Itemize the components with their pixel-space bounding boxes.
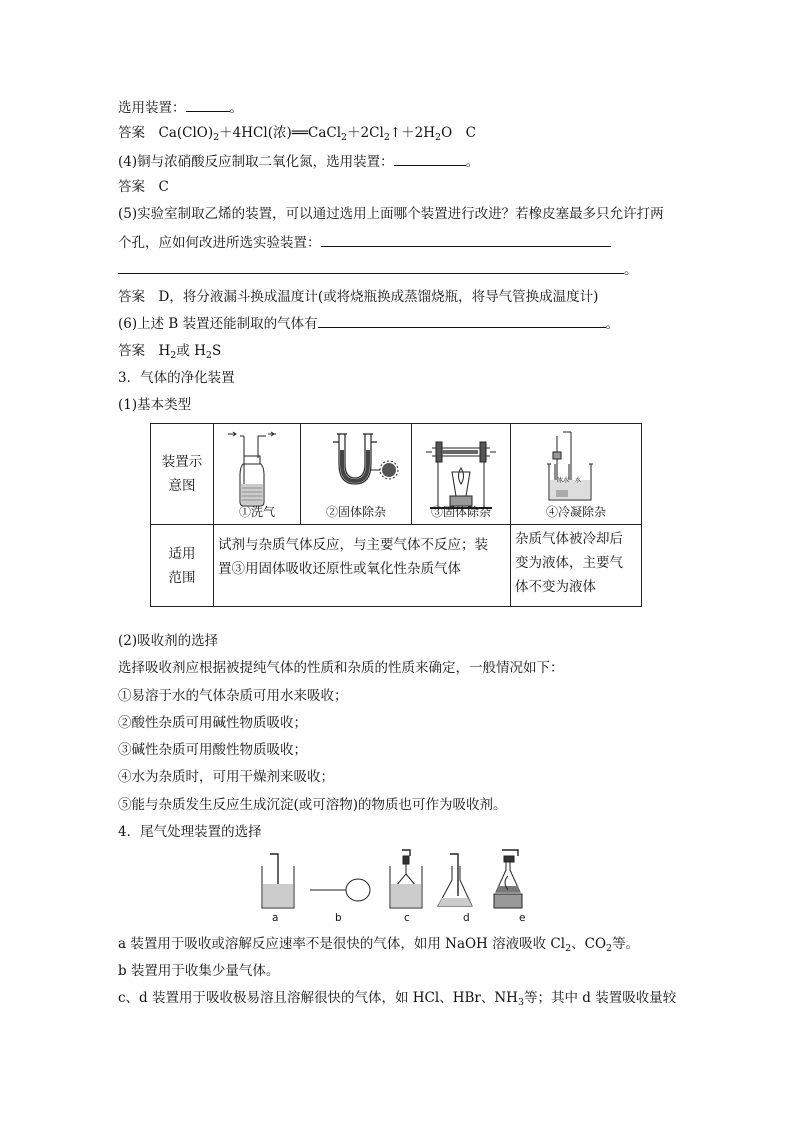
tail-fig-e [494,850,522,908]
subscript: 2 [205,350,212,361]
subscript: 2 [341,132,348,143]
text: 个孔，应如何改进所选实验装置： [118,235,321,251]
figure-caption: ③固体除杂 [430,505,491,519]
text: ＋2Cl [347,125,384,141]
answer-line [118,123,476,148]
text: 选用装置： [118,100,186,116]
text: 答案 Ca(ClO) [118,125,214,141]
section-heading: 4．尾气处理装置的选择 [118,824,262,840]
cell-label: 装置示 [161,454,203,470]
range-text-line: 置③用固体吸收还原性或氧化性杂质气体 [218,561,461,577]
answer-line: 答案 C [118,179,169,195]
text: 。 [465,154,480,170]
figure-cell [412,424,511,525]
figure-caption: ②固体除杂 [325,505,386,519]
inner-label: 水 [575,477,582,484]
tail-fig-c [390,850,422,908]
answer-blank-line [118,259,638,280]
figure-label-d: d [463,912,470,924]
heated-tube-figure [412,424,510,524]
inner-label: 冰水 [557,477,570,484]
wash-bottle-figure [214,424,300,524]
question-line [118,313,619,334]
answer-line [118,341,221,366]
figure-cell [301,424,412,525]
subscript: 2 [170,350,177,361]
range-cell [511,525,642,607]
answer-blank [318,313,606,328]
cell-label: 适用 [168,545,196,562]
range-cell [214,525,511,607]
text: 等；其中 d 装置吸收量较 [523,990,677,1006]
text: 。 [229,100,243,116]
figure-caption: ④冷凝除杂 [545,505,606,519]
text: 或 H [176,343,206,359]
subscript: 2 [213,132,220,143]
range-text [511,525,641,599]
purification-table [150,423,642,607]
tail-gas-figures [254,846,554,912]
cell-label: 意图 [168,478,196,494]
section-heading: 3．气体的净化装置 [118,370,235,386]
text-line [118,988,676,1013]
figure-label-c: c [404,912,410,924]
text: O C [441,125,476,141]
list-item: ①易溶于水的气体杂质可用水来吸收； [118,688,348,704]
range-text-line: 试剂与杂质气体反应，与主要气体不反应；装 [218,537,488,553]
figure-caption: ①洗气 [238,505,275,519]
text: c、d 装置用于吸收极易溶且溶解很快的气体，如 HCl、HBr、NH [118,990,518,1006]
table-header-cell [151,424,214,525]
question-line [118,232,611,253]
list-item: ⑤能与杂质发生反应生成沉淀(或可溶物)的物质也可作为吸收剂。 [118,797,507,813]
subscript: 2 [606,943,613,954]
figure-cell [214,424,301,525]
text: a 装置用于吸收或溶解反应速率不是很快的气体，如用 NaOH 溶液吸收 Cl [118,936,566,952]
subscript: 2 [383,132,390,143]
list-item: ④水为杂质时，可用干燥剂来吸收； [118,769,334,785]
subscript: 2 [435,132,442,143]
answer-blank [321,232,611,247]
text-line [118,97,243,118]
table-row [151,525,642,607]
condenser-figure [511,424,641,524]
range-text-line: 杂质气体被冷却后 [515,531,623,547]
list-item: ②酸性杂质可用碱性物质吸收； [118,715,307,731]
list-item: ③碱性杂质可用酸性物质吸收； [118,742,307,758]
tail-fig-a [262,854,294,908]
text: 等。 [612,936,640,952]
text: (6)上述 B 装置还能制取的气体有 [118,316,318,332]
range-text-line: 变为液体，主要气 [515,555,623,571]
figure-label-a: a [272,912,279,924]
question-line: (5)实验室制取乙烯的装置，可以通过选用上面哪个装置进行改进？若橡皮塞最多只允许打两 [118,206,664,222]
text: 。 [605,316,620,332]
text-line: b 装置用于收集少量气体。 [118,963,280,979]
table-row [151,424,642,525]
range-text [214,525,510,581]
text-line: 选择吸收剂应根据被提纯气体的性质和杂质的性质来确定，一般情况如下： [118,660,564,676]
answer-blank [394,151,466,166]
text: ↑＋2H [389,125,436,141]
cell-label: 范围 [168,569,196,586]
answer-blank [186,97,230,112]
answer-line: 答案 D，将分液漏斗换成温度计(或将烧瓶换成蒸馏烧瓶，将导气管换成温度计) [118,289,599,305]
subscript: 2 [565,943,572,954]
text: 、CO [571,936,607,952]
figure-cell [511,424,642,525]
figure-label-b: b [335,912,342,924]
tail-fig-b [310,879,370,901]
figure-label-e: e [519,912,526,924]
tail-fig-d [438,854,472,906]
answer-blank [118,259,624,274]
text: 答案 H [118,343,171,359]
range-text-line: 体不变为液体 [515,579,596,595]
question-line [118,151,479,172]
subscript: 3 [517,997,524,1008]
text: (4)铜与浓硝酸反应制取二氧化氮，选用装置： [118,154,394,170]
subsection-heading: (2)吸收剂的选择 [118,633,219,649]
text-line [118,934,639,959]
text: S [211,343,222,359]
u-tube-figure [301,424,411,524]
text: 。 [624,262,638,278]
subsection-heading: (1)基本类型 [118,397,192,413]
text: ＋4HCl(浓)══CaCl [219,125,342,141]
table-header-cell [151,525,214,607]
